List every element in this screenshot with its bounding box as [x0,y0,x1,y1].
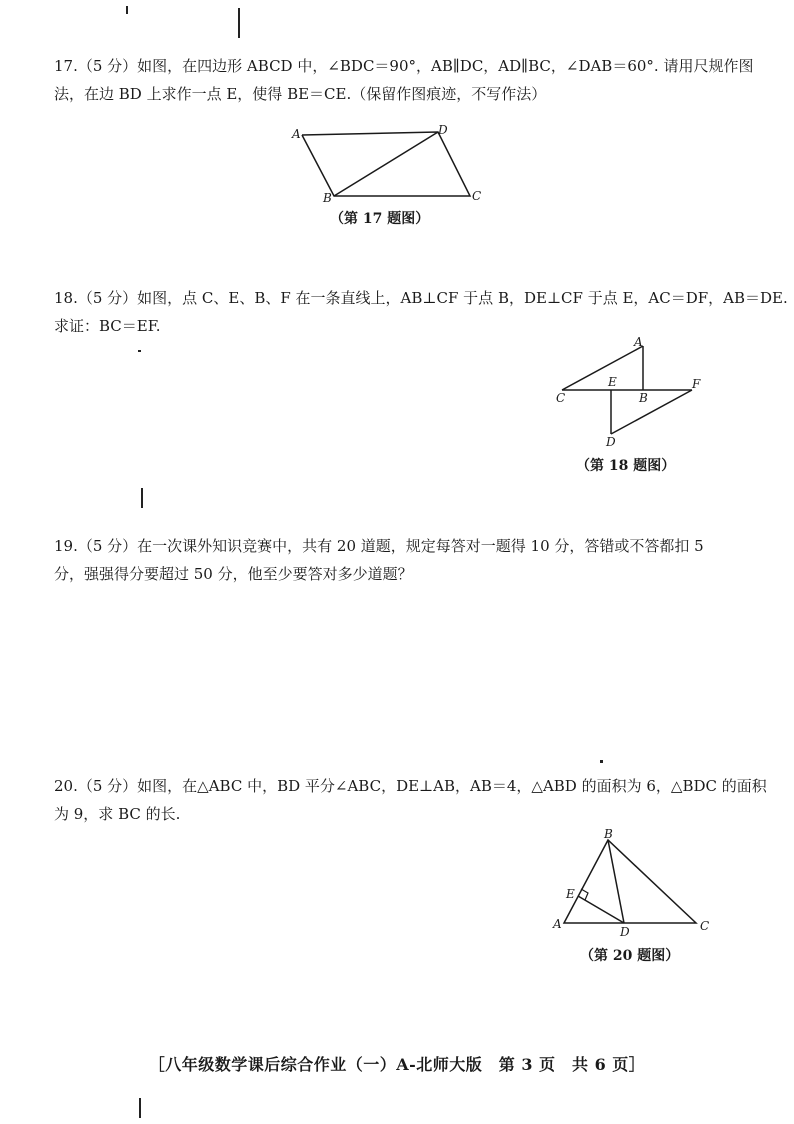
vertex-label: A [634,336,643,349]
vertex-label: B [604,827,613,841]
figure-20 [548,826,718,938]
question-18 [54,284,788,340]
scan-mark [600,760,603,763]
vertex-label: E [608,375,617,389]
question-19 [54,532,744,588]
scan-mark [139,1098,141,1118]
vertex-label: C [700,919,710,933]
question-17 [54,52,754,108]
question-text-line: 法，在边 BD 上求作一点 E，使得 BE＝CE.（保留作图痕迹，不写作法） [54,85,547,103]
vertex-label: A [292,127,301,141]
figure-caption: （第 17 题图） [330,211,430,227]
vertex-label: D [606,435,616,449]
vertex-label: B [323,191,332,205]
vertex-label: C [472,189,482,203]
question-text-line: 17.（5 分）如图，在四边形 ABCD 中，∠BDC＝90°，AB∥DC，AD∥BC，∠DAB＝60°. 请用尺规作图 [54,57,754,75]
vertex-label: C [556,391,566,405]
question-text-line: 19.（5 分）在一次课外知识竞赛中，共有 20 道题，规定每答对一题得 10 分，答错或不答都扣 5 [54,537,704,555]
vertex-label: A [553,917,562,931]
question-text-line: 分，强强得分要超过 50 分，他至少要答对多少道题？ [54,565,413,583]
vertex-label: D [438,123,448,137]
vertex-label: B [639,391,648,405]
scan-mark [141,488,143,508]
page-footer: ［八年级数学课后综合作业（一）A-北师大版 第 3 页 共 6 页］ [148,1055,646,1074]
figure-18 [550,336,710,454]
scan-mark [138,350,141,352]
question-text-line: 为 9，求 BC 的长. [54,805,181,823]
question-20 [54,772,767,828]
figure-caption: （第 18 题图） [576,458,676,474]
vertex-label: D [620,925,630,938]
vertex-label: E [566,887,575,901]
scan-mark [238,8,240,38]
question-text-line: 18.（5 分）如图，点 C、E、B、F 在一条直线上，AB⊥CF 于点 B，DE⊥CF 于点 E，AC＝DF，AB＝DE. [54,289,788,307]
question-text-line: 求证：BC＝EF. [54,317,161,335]
question-text-line: 20.（5 分）如图，在△ABC 中，BD 平分∠ABC，DE⊥AB，AB＝4，△ABD 的面积为 6，△BDC 的面积 [54,777,767,795]
figure-17 [290,120,490,210]
figure-caption: （第 20 题图） [580,948,680,964]
scan-mark [126,6,128,14]
vertex-label: F [692,377,701,391]
